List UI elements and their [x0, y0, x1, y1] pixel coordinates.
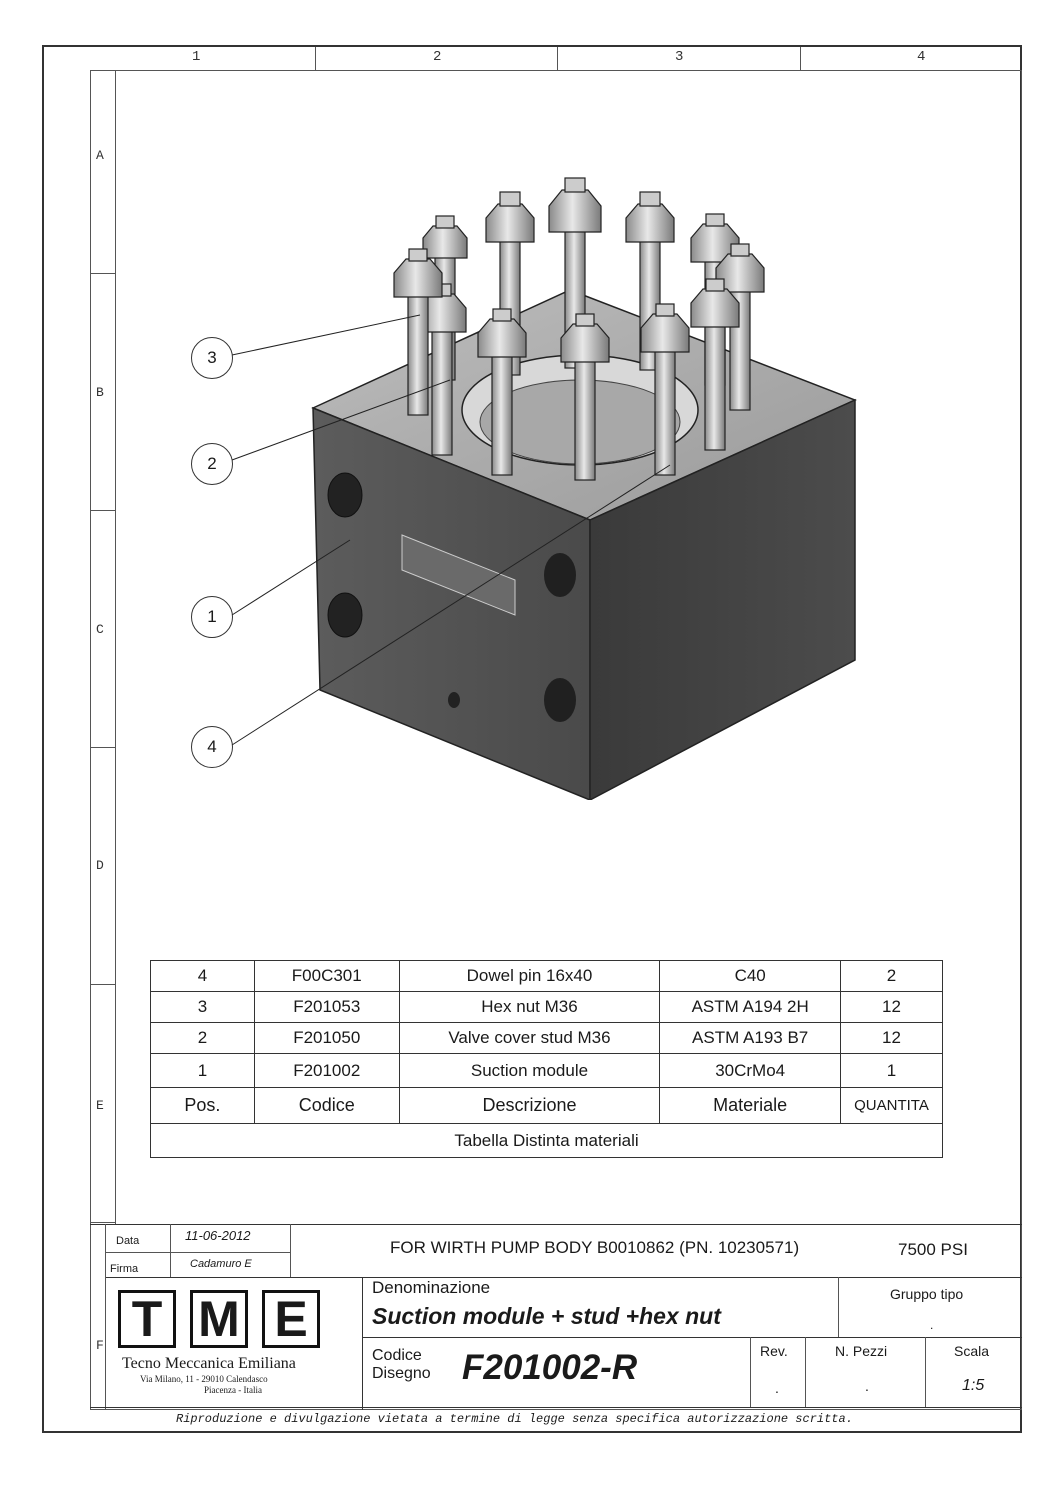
grid-row-b: B: [96, 385, 104, 400]
grid-row-e: E: [96, 1098, 104, 1113]
bom-descrizione: Dowel pin 16x40: [399, 961, 660, 992]
bom-header-descrizione: Descrizione: [399, 1088, 660, 1124]
grid-row-f: F: [96, 1338, 104, 1353]
grid-row-c: C: [96, 622, 104, 637]
bom-pos: 4: [151, 961, 255, 992]
bom-descrizione: Suction module: [399, 1054, 660, 1088]
company-name: Tecno Meccanica Emiliana: [122, 1355, 296, 1372]
drawing-number: F201002-R: [462, 1348, 638, 1387]
pressure-rating: 7500 PSI: [898, 1240, 968, 1259]
bom-quantita: 12: [841, 1023, 943, 1054]
grid-col-1: 1: [192, 49, 201, 65]
bom-header-pos: Pos.: [151, 1088, 255, 1124]
denominazione-label: Denominazione: [372, 1278, 491, 1297]
grid-row-d: D: [96, 858, 104, 873]
company-logo: [118, 1290, 320, 1348]
rev-label: Rev.: [760, 1343, 788, 1359]
bom-materiale: 30CrMo4: [660, 1054, 841, 1088]
pezzi-label: N. Pezzi: [835, 1343, 888, 1359]
grid-col-3: 3: [675, 49, 684, 65]
bom-quantita: 12: [841, 992, 943, 1023]
pezzi-value: .: [865, 1378, 869, 1394]
callout-3: 3: [191, 337, 233, 379]
grid-col-4: 4: [917, 49, 926, 65]
codice-label: Codice: [372, 1347, 422, 1364]
bill-of-materials: [150, 960, 943, 1158]
reproduction-notice: Riproduzione e divulgazione vietata a termine di legge senza specifica autorizzazione scritta.: [176, 1412, 853, 1426]
logo-letter-t: T: [118, 1290, 176, 1348]
bom-pos: 3: [151, 992, 255, 1023]
table-caption-row: [151, 1124, 943, 1158]
bom-materiale: ASTM A193 B7: [660, 1023, 841, 1054]
rev-value: .: [775, 1380, 779, 1396]
bom-quantita: 2: [841, 961, 943, 992]
firma-value: Cadamuro E: [190, 1258, 252, 1270]
suction-module-illustration: [180, 160, 880, 800]
bom-header-materiale: Materiale: [660, 1088, 841, 1124]
logo-letter-m: M: [190, 1290, 248, 1348]
scale-value: 1:5: [962, 1377, 985, 1394]
bom-header-codice: Codice: [254, 1088, 399, 1124]
logo-letter-e: E: [262, 1290, 320, 1348]
callout-2: 2: [191, 443, 233, 485]
grid-row-a: A: [96, 148, 104, 163]
company-city: Piacenza - Italia: [204, 1385, 262, 1395]
data-value: 11-06-2012: [185, 1228, 251, 1243]
bom-codice: F00C301: [254, 961, 399, 992]
grid-col-2: 2: [433, 49, 442, 65]
callout-4: 4: [191, 726, 233, 768]
bom-pos: 1: [151, 1054, 255, 1088]
table-row: [151, 992, 943, 1023]
disegno-label: Disegno: [372, 1365, 431, 1382]
bom-codice: F201050: [254, 1023, 399, 1054]
bom-header-quantita: QUANTITA: [841, 1088, 943, 1124]
part-name: Suction module + stud +hex nut: [372, 1303, 721, 1329]
callout-1: 1: [191, 596, 233, 638]
project-note: FOR WIRTH PUMP BODY B0010862 (PN. 10230571): [390, 1238, 800, 1257]
bom-materiale: ASTM A194 2H: [660, 992, 841, 1023]
scala-label: Scala: [954, 1343, 990, 1359]
codice-disegno-label: [372, 1347, 431, 1383]
bom-pos: 2: [151, 1023, 255, 1054]
gruppo-value: .: [930, 1318, 934, 1332]
table-header-row: [151, 1088, 943, 1124]
bom-quantita: 1: [841, 1054, 943, 1088]
table-row: [151, 1054, 943, 1088]
table-row: [151, 1023, 943, 1054]
bom-descrizione: Valve cover stud M36: [399, 1023, 660, 1054]
data-label: Data: [116, 1235, 140, 1247]
bom-materiale: C40: [660, 961, 841, 992]
bom-codice: F201002: [254, 1054, 399, 1088]
table-row: [151, 961, 943, 992]
bom-caption: Tabella Distinta materiali: [151, 1124, 943, 1158]
firma-label: Firma: [110, 1263, 139, 1275]
bom-descrizione: Hex nut M36: [399, 992, 660, 1023]
bom-codice: F201053: [254, 992, 399, 1023]
company-address: Via Milano, 11 - 29010 Calendasco: [140, 1374, 268, 1384]
gruppo-label: Gruppo tipo: [890, 1286, 964, 1302]
